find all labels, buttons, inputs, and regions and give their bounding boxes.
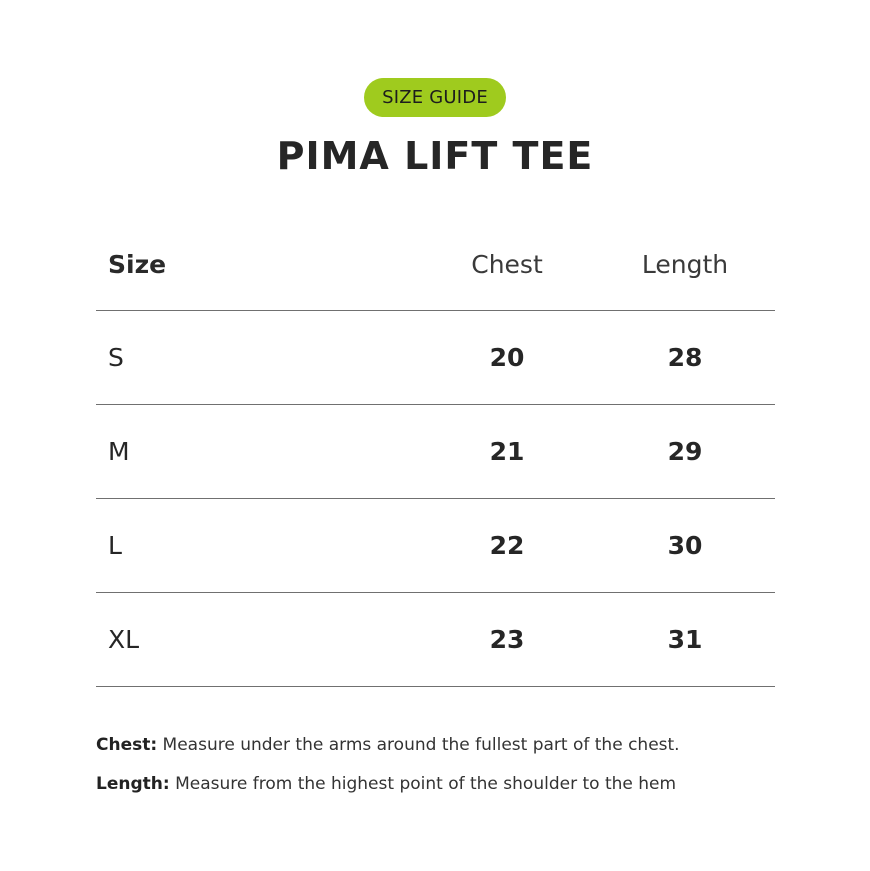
chest-note-text: Measure under the arms around the fullest part of the chest.	[157, 735, 680, 755]
table-row	[96, 311, 775, 405]
table-header-row	[96, 218, 775, 311]
size-table	[96, 218, 775, 687]
length-cell: 28	[667, 343, 703, 372]
measurement-notes	[96, 732, 796, 810]
chest-note	[96, 732, 796, 771]
chest-cell: 22	[489, 531, 525, 560]
length-note-label: Length:	[96, 774, 170, 794]
table-row	[96, 405, 775, 499]
size-cell: XL	[108, 625, 140, 654]
chest-cell: 21	[489, 437, 525, 466]
chest-note-label: Chest:	[96, 735, 158, 755]
length-cell: 30	[667, 531, 703, 560]
size-cell: M	[108, 437, 130, 466]
length-note-text: Measure from the highest point of the shoulder to the hem	[169, 774, 677, 794]
size-cell: S	[108, 343, 124, 372]
length-cell: 31	[667, 625, 703, 654]
chest-cell: 20	[489, 343, 525, 372]
table-row	[96, 593, 775, 687]
header-chest: Chest	[471, 249, 543, 279]
size-guide-badge: SIZE GUIDE	[364, 78, 506, 117]
page-title: PIMA LIFT TEE	[276, 134, 594, 178]
length-note	[96, 771, 796, 810]
header-size: Size	[108, 249, 167, 279]
size-cell: L	[108, 531, 122, 560]
header-length: Length	[641, 249, 729, 279]
chest-cell: 23	[489, 625, 525, 654]
length-cell: 29	[667, 437, 703, 466]
table-row	[96, 499, 775, 593]
